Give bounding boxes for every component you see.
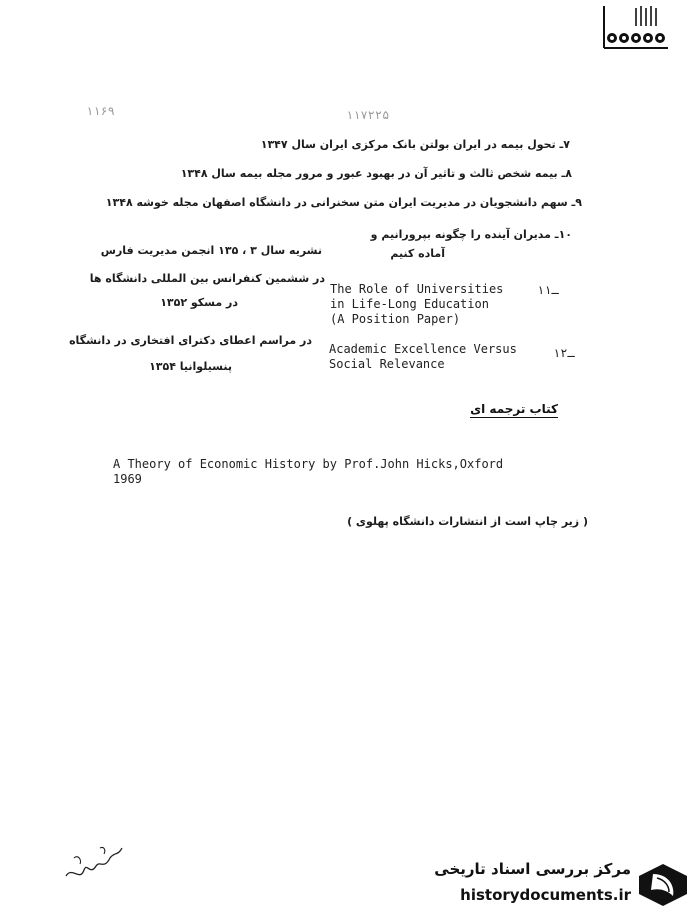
section-heading-translated-book: کتاب ترجمه ای	[470, 402, 558, 416]
title-line: Social Relevance	[329, 357, 445, 371]
archive-logo-icon	[637, 862, 689, 908]
list-item-12-number: ۱۲ـ	[553, 346, 575, 360]
list-item-10-title-cont: آماده کنیم	[390, 247, 445, 260]
archive-watermark-logo	[415, 856, 695, 914]
list-item-9: ۹ـ سهم دانشجویان در مدیریت ایران متن سخنرانی در دانشگاه اصفهان مجله خوشه ۱۳۴۸	[105, 196, 582, 209]
list-item-7: ۷ـ تحول بیمه در ایران بولتن بانک مرکزی ایران سال ۱۳۴۷	[260, 138, 570, 151]
title-line: (A Position Paper)	[330, 312, 461, 326]
header-mark-right: ۱۱۷۲۲۵	[346, 108, 390, 122]
list-item-12-venue: در مراسم اعطای دکترای افتخاری در دانشگاه	[69, 334, 312, 347]
archive-name: مرکز بررسی اسناد تاریخی	[434, 860, 631, 878]
handwritten-signature-icon	[60, 836, 130, 886]
list-item-11-number: ۱۱ـ	[537, 283, 559, 297]
title-line: The Role of Universities	[330, 282, 504, 296]
list-item-10-title: ۱۰ـ مدیران آینده را چگونه بپرورانیم و	[370, 228, 572, 241]
title-line: Academic Excellence Versus	[329, 342, 517, 356]
header-mark-left: ۱۱۶۹	[86, 104, 115, 118]
book-status-note: ( زیر چاپ است از انتشارات دانشگاه پهلوی )	[347, 515, 588, 528]
book-citation-line: 1969	[113, 472, 142, 486]
book-citation-line: A Theory of Economic History by Prof.John Hicks,Oxford	[113, 457, 504, 471]
list-item-11-venue: در ششمین کنفرانس بین المللی دانشگاه ها	[89, 272, 325, 285]
list-item-10-source: نشریه سال ۳ ، ۱۳۵ انجمن مدیریت فارس	[100, 244, 322, 257]
archive-stamp-icon	[598, 2, 672, 52]
list-item-8: ۸ـ بیمه شخص ثالث و تاثیر آن در بهبود عبور و مرور مجله بیمه سال ۱۳۴۸	[180, 167, 572, 180]
archive-website: historydocuments.ir	[460, 886, 631, 904]
book-citation	[113, 457, 503, 487]
list-item-11-title	[330, 282, 503, 327]
list-item-12-date: پنسیلوانیا ۱۳۵۴	[149, 360, 232, 373]
title-line: in Life-Long Education	[330, 297, 489, 311]
list-item-11-date: در مسکو ۱۳۵۲	[160, 296, 238, 309]
list-item-12-title	[329, 342, 517, 372]
